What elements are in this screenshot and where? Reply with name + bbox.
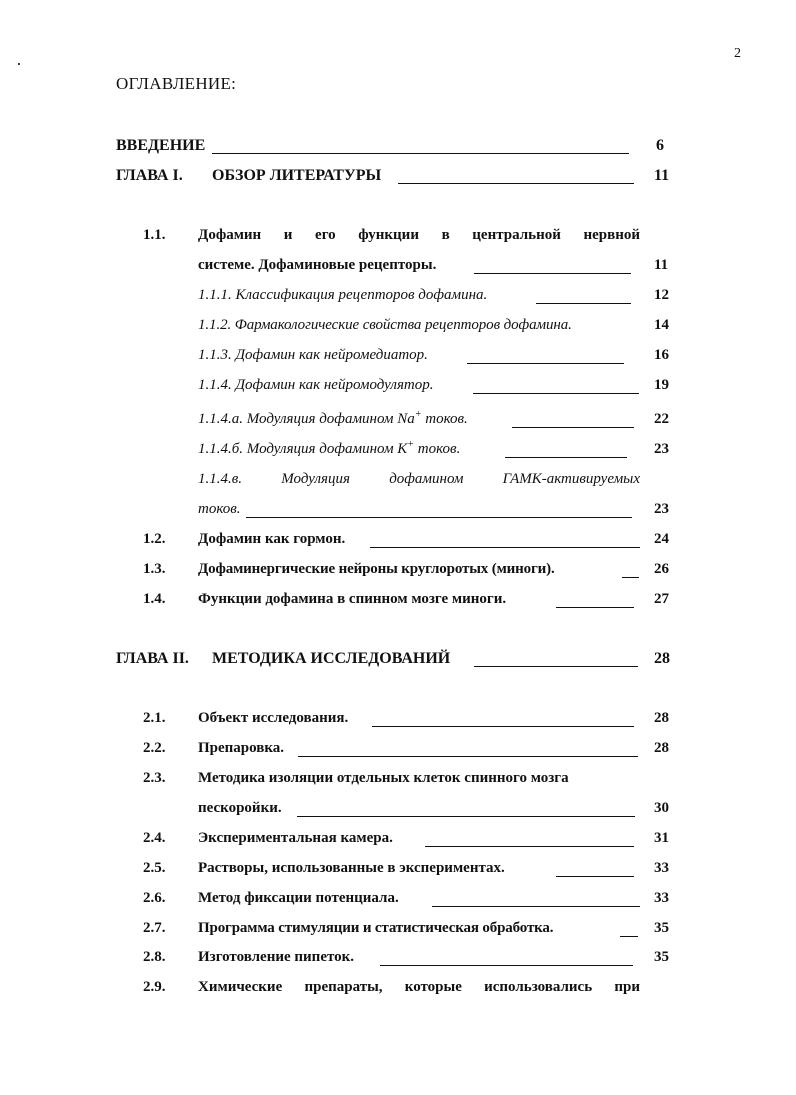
toc-page-number: 24 [654, 531, 669, 547]
toc-entry-label: Объект исследования. [198, 710, 349, 726]
toc-entry-2-8[interactable] [0, 947, 796, 971]
toc-page-number: 16 [654, 347, 669, 363]
toc-entry-1-1-1[interactable] [0, 285, 796, 309]
toc-entry-label: Экспериментальная камера. [198, 830, 393, 846]
toc-entry-label: 1.1.1. Классификация рецепторов дофамина. [198, 287, 488, 303]
toc-entry-1-1-4-v[interactable] [0, 469, 796, 493]
leader-line [246, 517, 632, 518]
section-number: 2.4. [143, 830, 166, 846]
leader-line [622, 577, 639, 578]
toc-entry-2-5[interactable] [0, 858, 796, 882]
toc-entry-2-3[interactable] [0, 768, 796, 792]
toc-entry-label: Дофаминергические нейроны круглоротых (миноги). [198, 561, 555, 577]
toc-entry-label: 1.1.4.в. Модуляция дофамином ГАМК-активируемых [198, 471, 640, 487]
toc-entry-label: Функции дофамина в спинном мозге миноги. [198, 591, 507, 607]
toc-entry-chapter-1[interactable] [0, 165, 796, 189]
chapter-number: ГЛАВА II. [116, 650, 189, 667]
toc-entry-label: пескоройки. [198, 800, 282, 816]
toc-page-number: 22 [654, 411, 669, 427]
section-number: 2.3. [143, 770, 166, 786]
toc-page-number: 6 [656, 137, 664, 154]
leader-line [473, 393, 639, 394]
toc-entry-label [198, 441, 460, 458]
section-number: 2.2. [143, 740, 166, 756]
toc-page-number: 26 [654, 561, 669, 577]
toc-entry-label: Растворы, использованные в экспериментах. [198, 860, 505, 876]
chapter-number: ГЛАВА I. [116, 167, 183, 184]
label-text: 1.1.4.б. Модуляция дофамином K [198, 441, 408, 457]
toc-page-number: 19 [654, 377, 669, 393]
section-number: 2.7. [143, 920, 166, 936]
leader-line [620, 936, 638, 937]
label-text: токов. [414, 441, 461, 457]
leader-line [467, 363, 624, 364]
toc-entry-1-1-cont[interactable] [0, 255, 796, 279]
toc-entry-1-1-4-v-cont[interactable] [0, 499, 796, 523]
leader-line [556, 876, 634, 877]
toc-page-number: 30 [654, 800, 669, 816]
toc-page-number: 23 [654, 441, 669, 457]
toc-entry-label: Методика изоляции отдельных клеток спинного мозга [198, 770, 569, 786]
toc-entry-label: Метод фиксации потенциала. [198, 890, 399, 906]
toc-entry-2-1[interactable] [0, 708, 796, 732]
section-number: 2.8. [143, 949, 166, 965]
section-number: 1.2. [143, 531, 166, 547]
toc-page-number: 11 [654, 167, 670, 184]
label-superscript: + [407, 439, 415, 450]
section-number: 2.1. [143, 710, 166, 726]
toc-entry-1-4[interactable] [0, 589, 796, 613]
toc-page-number: 14 [654, 317, 669, 333]
leader-line [297, 816, 635, 817]
toc-entry-label: Химические препараты, которые использовались при [198, 979, 640, 995]
leader-line [425, 846, 634, 847]
toc-page-number: 12 [654, 287, 669, 303]
leader-line [536, 303, 631, 304]
toc-entry-label: 1.1.4. Дофамин как нейромодулятор. [198, 377, 434, 393]
toc-page-number: 28 [654, 740, 669, 756]
toc-entry-2-6[interactable] [0, 888, 796, 912]
section-number: 2.9. [143, 979, 166, 995]
label-text: токов. [421, 411, 468, 427]
toc-entry-label: ОБЗОР ЛИТЕРАТУРЫ [212, 167, 382, 184]
toc-entry-1-3[interactable] [0, 559, 796, 583]
toc-title: ОГЛАВЛЕНИЕ: [116, 74, 237, 93]
toc-page-number: 33 [654, 860, 669, 876]
toc-entry-label: Препаровка. [198, 740, 285, 756]
toc-page-number: 31 [654, 830, 669, 846]
toc-entry-label: Программа стимуляции и статистическая обработка. [198, 920, 554, 936]
leader-line [370, 547, 640, 548]
toc-entry-1-1-4[interactable] [0, 375, 796, 399]
label-superscript: + [414, 409, 422, 420]
page-number: 2 [734, 46, 741, 61]
toc-entry-label: МЕТОДИКА ИССЛЕДОВАНИЙ [212, 650, 451, 667]
leader-line [474, 273, 631, 274]
toc-page-number: 28 [654, 710, 669, 726]
leader-line [556, 607, 634, 608]
label-text: 1.1.4.а. Модуляция дофамином Na [198, 411, 415, 427]
toc-entry-label: Дофамин и его функции в центральной нервной [198, 227, 640, 243]
toc-entry-2-9[interactable] [0, 977, 796, 1001]
toc-entry-1-1-3[interactable] [0, 345, 796, 369]
toc-entry-label: Изготовление пипеток. [198, 949, 355, 965]
toc-entry-1-1-4-a[interactable] [0, 409, 796, 433]
toc-entry-introduction[interactable] [0, 135, 796, 159]
toc-entry-2-2[interactable] [0, 738, 796, 762]
toc-entry-2-7[interactable] [0, 918, 796, 942]
toc-page-number: 33 [654, 890, 669, 906]
toc-page-number: 28 [654, 650, 670, 667]
leader-line [298, 756, 638, 757]
section-number: 1.4. [143, 591, 166, 607]
leader-line [372, 726, 634, 727]
toc-entry-chapter-2[interactable] [0, 648, 796, 672]
toc-entry-label: Дофамин как гормон. [198, 531, 346, 547]
toc-entry-1-2[interactable] [0, 529, 796, 553]
leader-line [432, 906, 640, 907]
leader-line [212, 153, 629, 154]
toc-entry-2-3-cont[interactable] [0, 798, 796, 822]
scan-speck [18, 63, 20, 65]
leader-line [398, 183, 634, 184]
toc-page-number: 11 [654, 257, 669, 273]
toc-entry-label: 1.1.2. Фармакологические свойства рецепторов дофамина. [198, 317, 572, 333]
toc-page-number: 23 [654, 501, 669, 517]
toc-entry-label: ВВЕДЕНИЕ [116, 137, 206, 154]
section-number: 2.5. [143, 860, 166, 876]
leader-line [512, 427, 634, 428]
section-number: 1.1. [143, 227, 166, 243]
toc-entry-1-1[interactable] [0, 225, 796, 249]
toc-entry-1-1-2[interactable] [0, 315, 796, 339]
section-number: 2.6. [143, 890, 166, 906]
toc-entry-label: токов. [198, 501, 241, 517]
leader-line [505, 457, 627, 458]
leader-line [474, 666, 638, 667]
toc-entry-1-1-4-b[interactable] [0, 439, 796, 463]
toc-page-number: 35 [654, 920, 669, 936]
toc-entry-2-4[interactable] [0, 828, 796, 852]
toc-entry-label: системе. Дофаминовые рецепторы. [198, 257, 437, 273]
toc-entry-label [198, 411, 468, 428]
toc-page-number: 35 [654, 949, 669, 965]
toc-page-number: 27 [654, 591, 669, 607]
toc-entry-label: 1.1.3. Дофамин как нейромедиатор. [198, 347, 428, 363]
leader-line [380, 965, 633, 966]
section-number: 1.3. [143, 561, 166, 577]
